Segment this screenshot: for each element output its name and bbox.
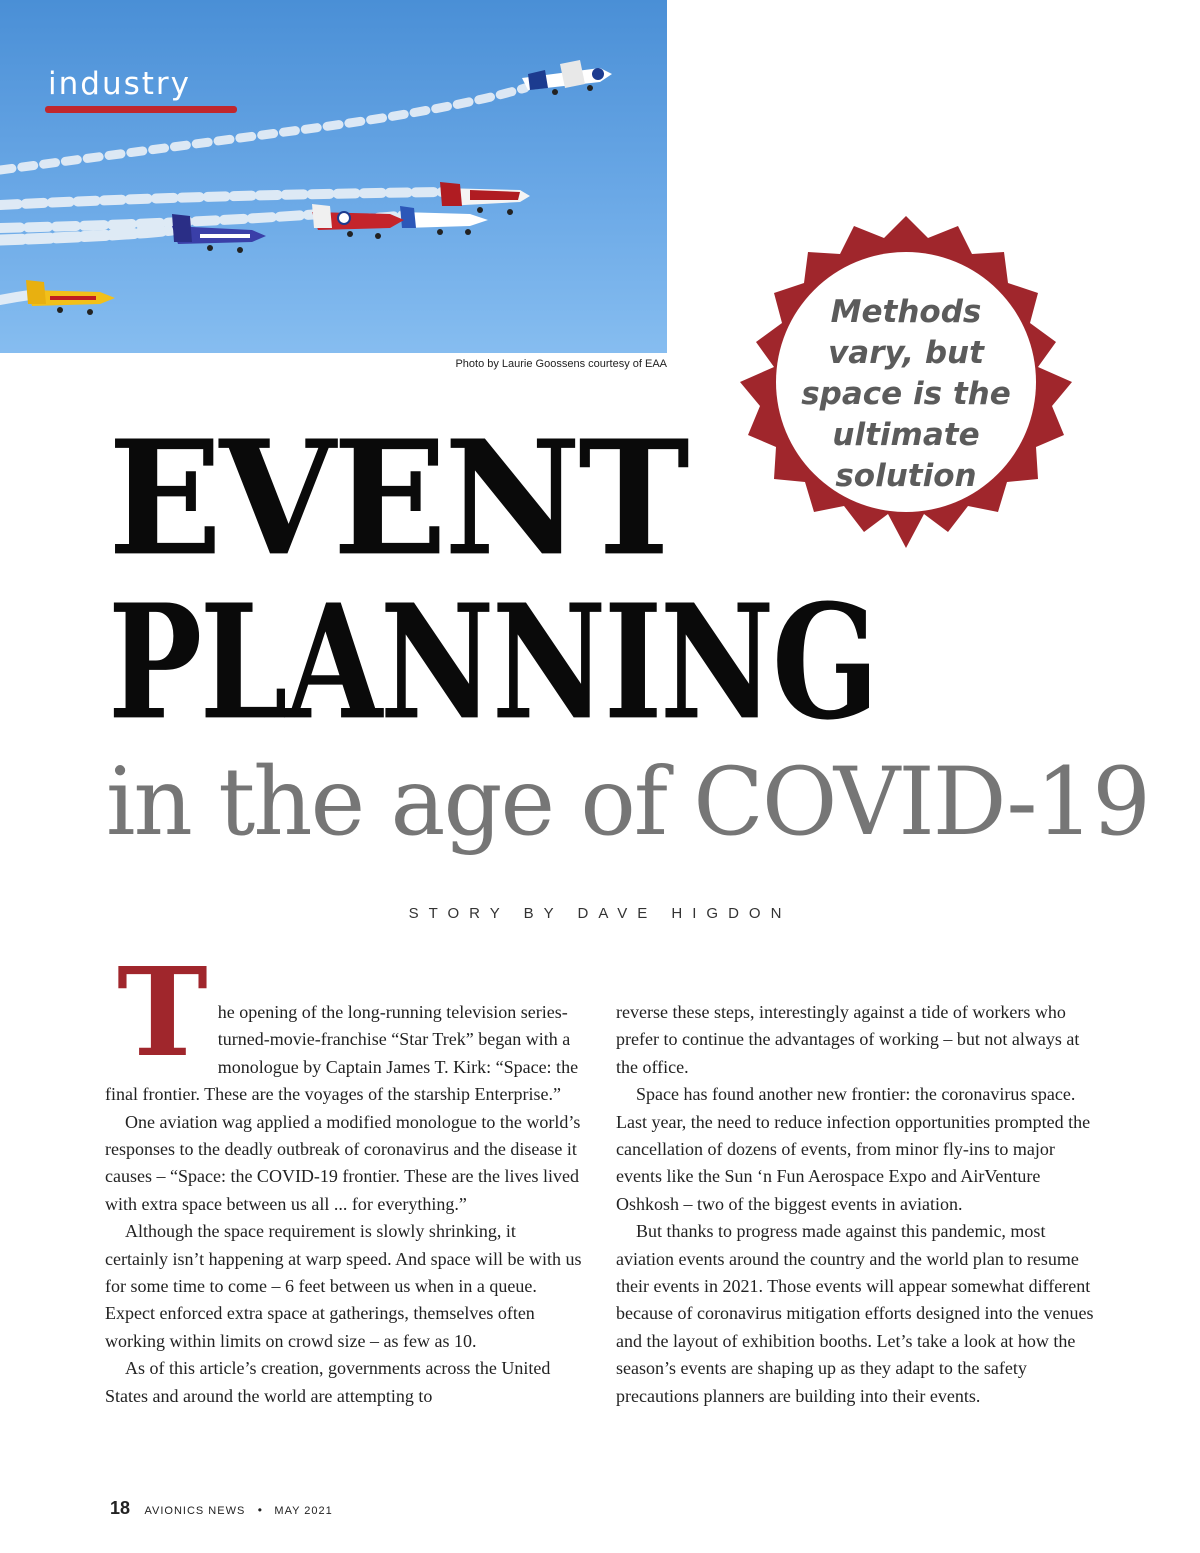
- paragraph: But thanks to progress made against this pandemic, most aviation events around the country and the world plan to resume their events in 2021. Those events will appear somewhat different because of coronavirus mitigation efforts designed into the venues and the layout of exhibition booths. Let’s take a look at how the season’s events are shaping up as they adapt to the safety precautions planners are building into their events.: [616, 1221, 1094, 1406]
- paragraph: reverse these steps, interestingly against a tide of workers who prefer to continue the advantages of working – but not always at the office.: [616, 1002, 1080, 1077]
- section-tag: industry: [48, 66, 191, 102]
- paragraph: Although the space requirement is slowly shrinking, it certainly isn’t happening at warp speed. And space will be with us for some time to come – 6 feet between us when in a queue. Expect enforced extra space at gatherings, themselves often working within limits on crowd size – as few as 10.: [105, 1221, 582, 1351]
- paragraph: As of this article’s creation, governments across the United States and around the world are attempting to: [105, 1358, 551, 1406]
- pull-quote-text: Methods vary, but space is the ultimate solution: [801, 294, 1011, 494]
- drop-cap: T: [117, 940, 208, 1084]
- airplane-icon: [312, 204, 404, 239]
- airplane-icon: [522, 60, 612, 95]
- article-column-right: [616, 999, 1096, 1410]
- magazine-name: AVIONICS NEWS: [144, 1505, 246, 1517]
- paragraph: Space has found another new frontier: the coronavirus space. Last year, the need to reduce infection opportunities prompted the cancellation of dozens of events, from minor fly-ins to major events like the Sun ‘n Fun Aerospace Expo and AirVenture Oshkosh – two of the biggest events in aviation.: [616, 1084, 1091, 1214]
- airplane-icon: [26, 280, 115, 315]
- paragraph: One aviation wag applied a modified monologue to the world’s responses to the deadly outbreak of coronavirus and the disease it causes – “Space: the COVID-19 frontier. These are the lives lived with extra space between us all ... for everything.”: [105, 1111, 581, 1214]
- section-tag-underline: [45, 106, 237, 113]
- subheadline: in the age of COVID-19: [106, 748, 1149, 857]
- page-number: 18: [110, 1498, 131, 1518]
- issue-date: MAY 2021: [274, 1505, 333, 1517]
- hero-photo: [0, 0, 667, 353]
- pull-quote-badge: [740, 216, 1072, 548]
- page-footer: [110, 1498, 333, 1519]
- article-column-left: [105, 940, 583, 1410]
- headline-line-2: PLANNING: [108, 570, 877, 756]
- airplane-icon: [400, 206, 488, 235]
- airplane-icon: [440, 182, 530, 215]
- headline-line-1: EVENT: [108, 406, 687, 592]
- airplane-formation-illustration: [0, 0, 667, 353]
- byline: STORY BY DAVE HIGDON: [408, 905, 792, 922]
- photo-credit: Photo by Laurie Goossens courtesy of EAA: [455, 358, 667, 370]
- paragraph: The opening of the long-running television series-turned-movie-franchise “Star Trek” began with a monologue by Captain James T. Kirk: “Space: the final frontier. These are the voyages of the starship Enterprise.”: [105, 940, 579, 1105]
- footer-separator: •: [257, 1503, 262, 1517]
